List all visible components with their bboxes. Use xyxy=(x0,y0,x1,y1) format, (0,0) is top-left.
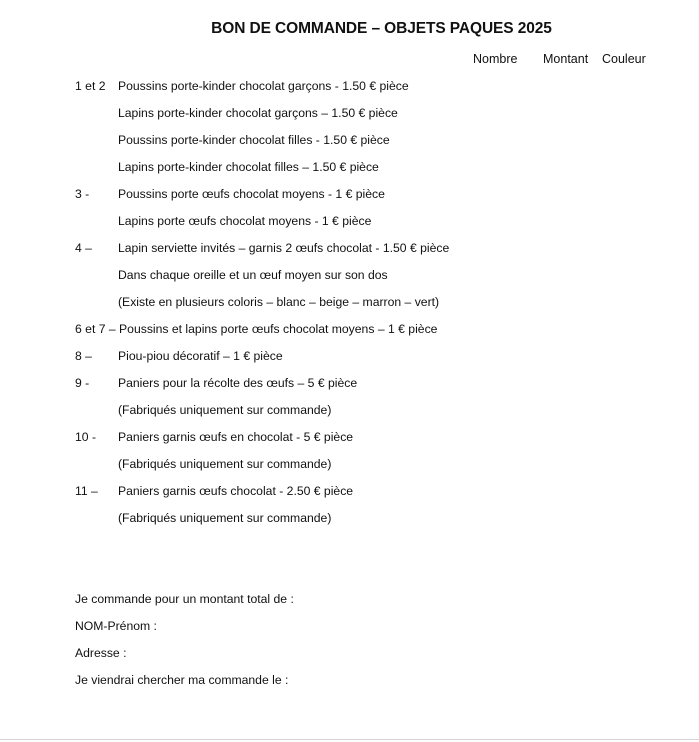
item-text: Poussins porte œufs chocolat moyens - 1 € pièce xyxy=(118,187,385,201)
item-number: 11 – xyxy=(75,484,98,498)
item-text: Lapins porte-kinder chocolat garçons – 1.50 € pièce xyxy=(118,106,398,120)
item-number: 9 - xyxy=(75,376,90,390)
total-amount-label: Je commande pour un montant total de : xyxy=(75,592,294,606)
item-text: Lapin serviette invités – garnis 2 œufs chocolat - 1.50 € pièce xyxy=(118,241,450,255)
name-label: NOM-Prénom : xyxy=(75,619,157,633)
pickup-date-label: Je viendrai chercher ma commande le : xyxy=(75,673,289,687)
item-number: 4 – xyxy=(75,241,92,255)
item-text: Poussins porte-kinder chocolat filles - 1.50 € pièce xyxy=(118,133,390,147)
column-header-montant: Montant xyxy=(543,52,589,66)
column-header-nombre: Nombre xyxy=(473,52,518,66)
column-header-couleur: Couleur xyxy=(602,52,646,66)
item-text: Paniers pour la récolte des œufs – 5 € pièce xyxy=(118,376,358,390)
item-text: (Fabriqués uniquement sur commande) xyxy=(118,511,332,525)
item-text: Poussins porte-kinder chocolat garçons - 1.50 € pièce xyxy=(118,79,409,93)
page-bottom-divider xyxy=(0,739,699,740)
item-text: (Fabriqués uniquement sur commande) xyxy=(118,403,332,417)
item-number: 10 - xyxy=(75,430,97,444)
item-text: Lapins porte-kinder chocolat filles – 1.50 € pièce xyxy=(118,160,379,174)
item-text: Piou-piou décoratif – 1 € pièce xyxy=(118,349,283,363)
item-text: (Fabriqués uniquement sur commande) xyxy=(118,457,332,471)
item-text: (Existe en plusieurs coloris – blanc – beige – marron – vert) xyxy=(118,295,440,309)
address-label: Adresse : xyxy=(75,646,127,660)
item-number: 3 - xyxy=(75,187,90,201)
item-number: 8 – xyxy=(75,349,92,363)
item-text: Paniers garnis œufs en chocolat - 5 € pièce xyxy=(118,430,354,444)
item-text: Dans chaque oreille et un œuf moyen sur son dos xyxy=(118,268,388,282)
item-text: Paniers garnis œufs chocolat - 2.50 € pièce xyxy=(118,484,354,498)
item-number: 1 et 2 xyxy=(75,79,106,93)
document-title: BON DE COMMANDE – OBJETS PAQUES 2025 xyxy=(211,20,552,37)
item-text: 6 et 7 – Poussins et lapins porte œufs chocolat moyens – 1 € pièce xyxy=(75,322,438,336)
item-text: Lapins porte œufs chocolat moyens - 1 € pièce xyxy=(118,214,372,228)
